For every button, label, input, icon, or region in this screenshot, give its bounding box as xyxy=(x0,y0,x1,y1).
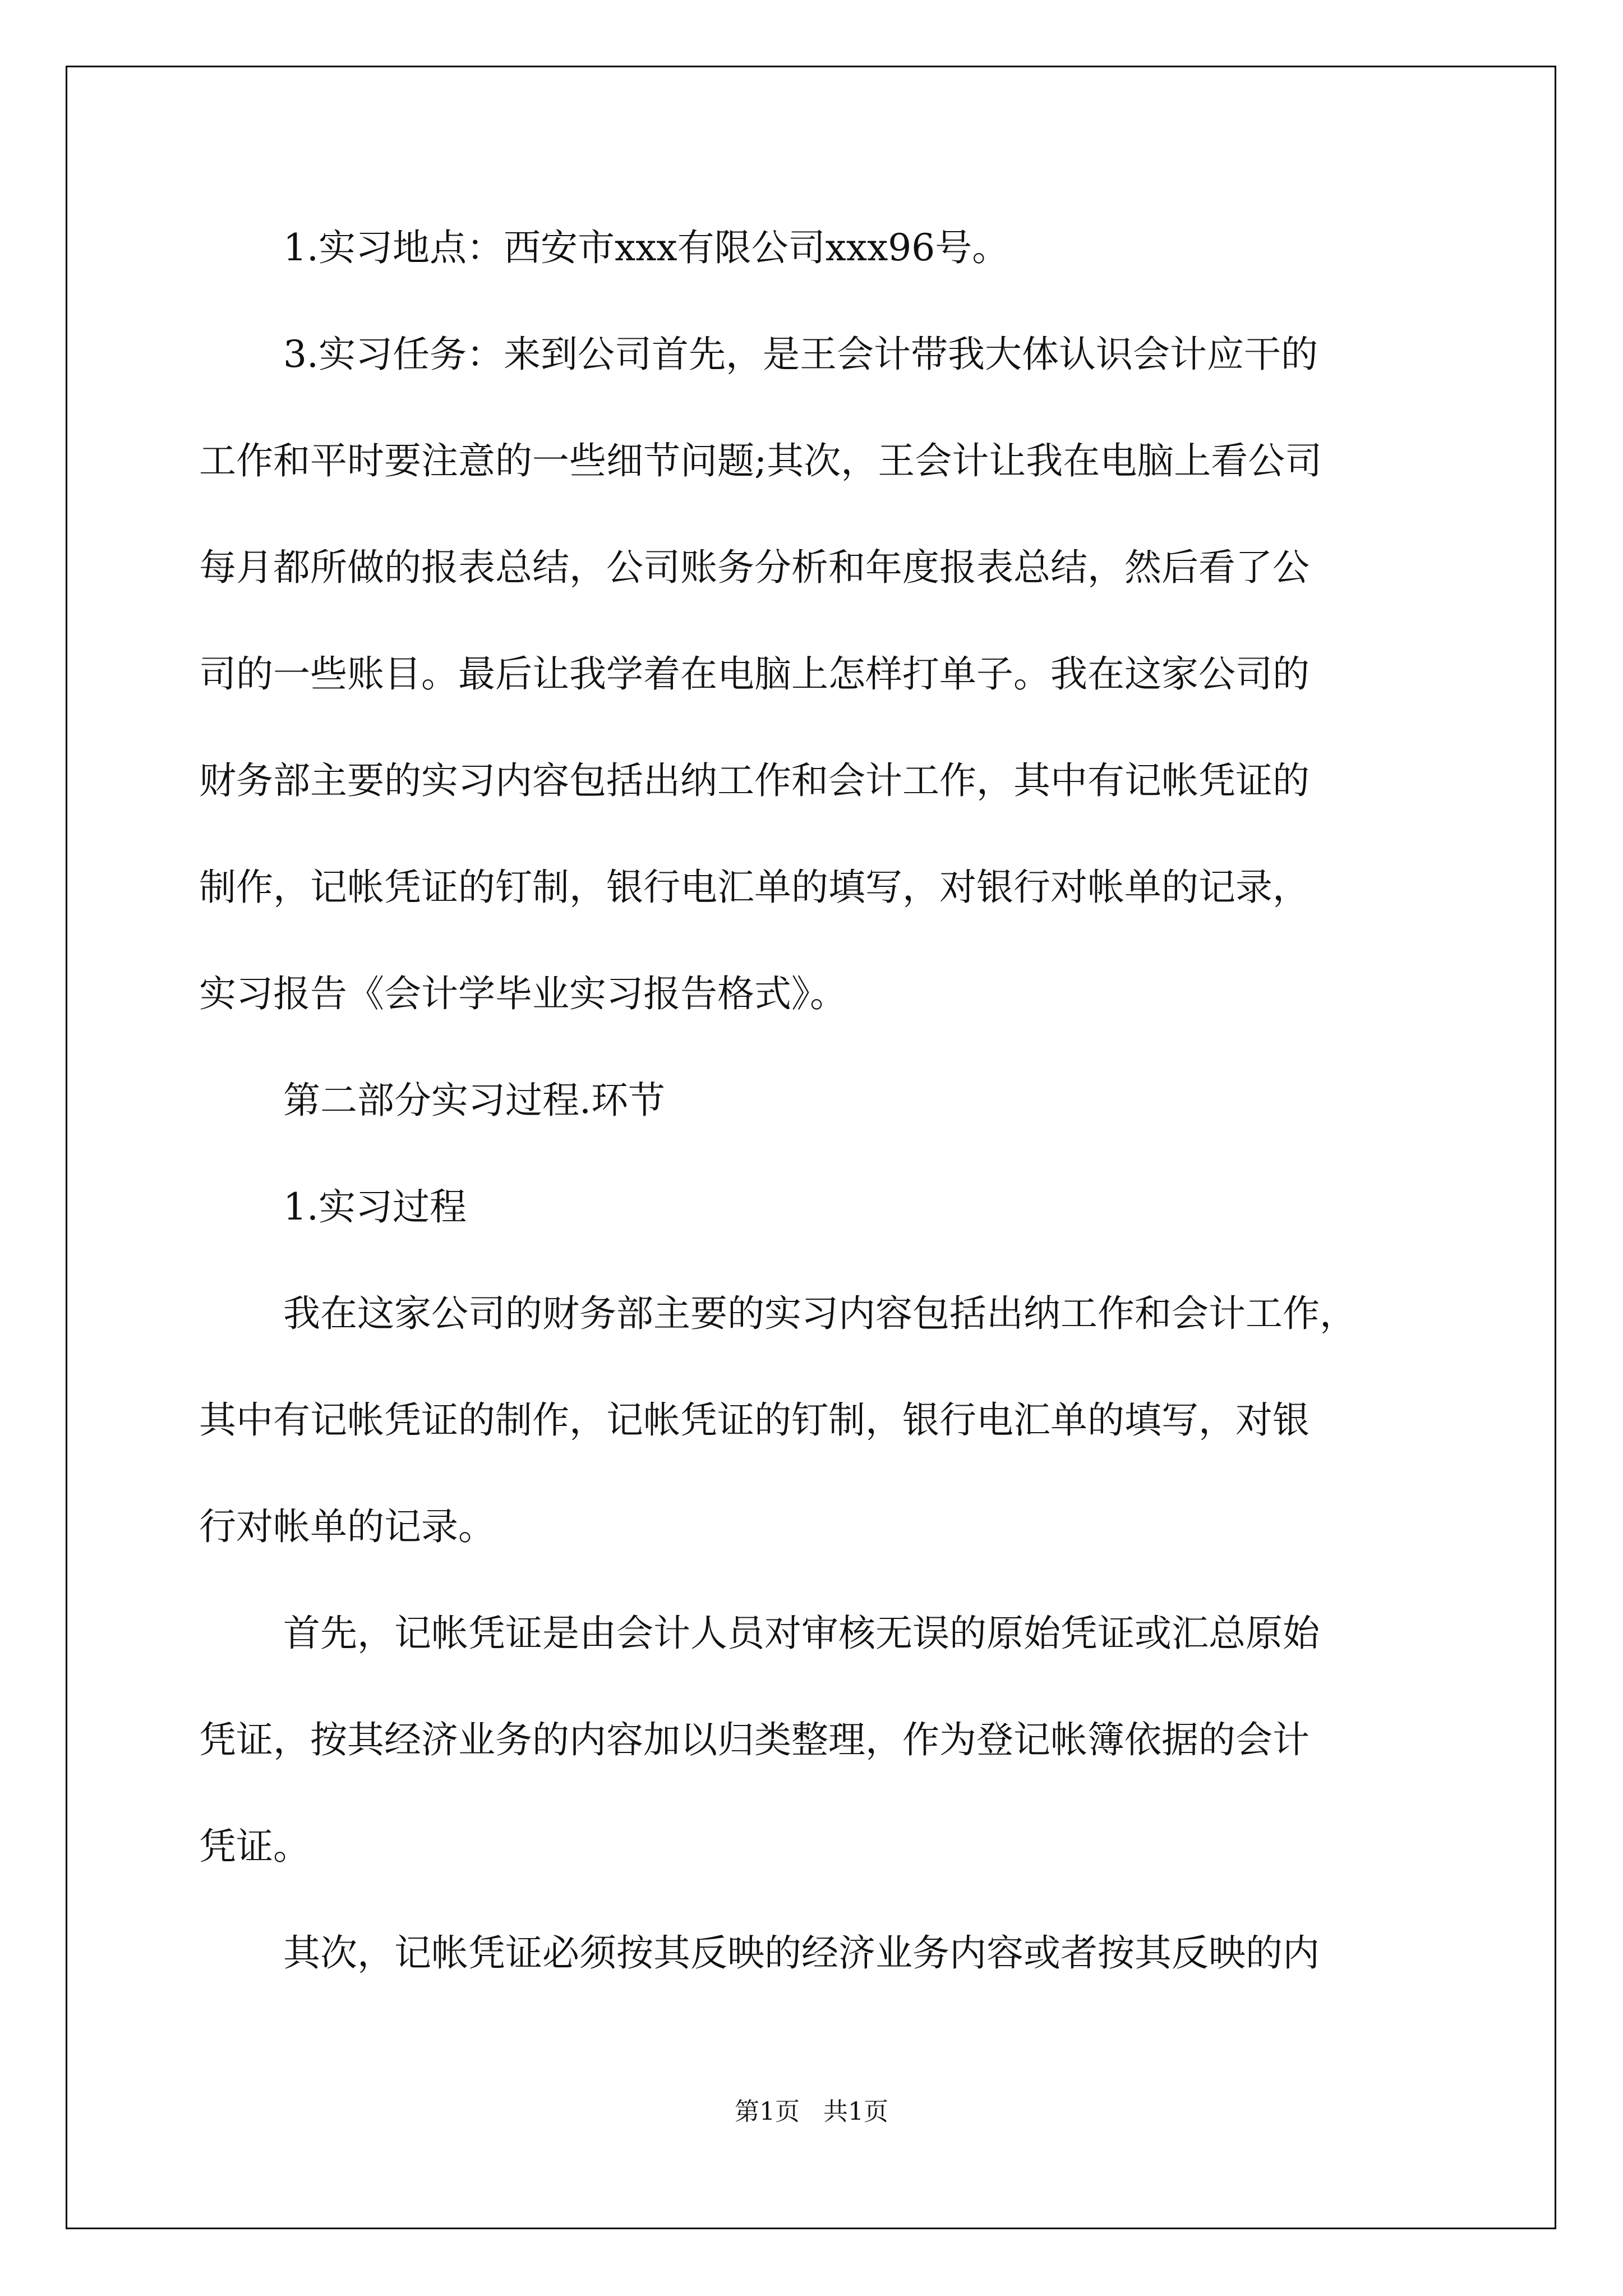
text-line: 每月都所做的报表总结，公司账务分析和年度报表总结，然后看了公 xyxy=(199,546,1310,589)
paragraph-start: 我在这家公司的财务部主要的实习内容包括出纳工作和会计工作， xyxy=(283,1292,1357,1335)
text-line: 财务部主要的实习内容包括出纳工作和会计工作，其中有记帐凭证的 xyxy=(199,759,1310,802)
text-line: 其中有记帐凭证的制作，记帐凭证的钉制，银行电汇单的填写，对银 xyxy=(199,1398,1310,1442)
text-line: 凭证，按其经济业务的内容加以归类整理，作为登记帐簿依据的会计 xyxy=(199,1718,1310,1761)
text-line: 司的一些账目。最后让我学着在电脑上怎样打单子。我在这家公司的 xyxy=(199,652,1310,696)
page-footer: 第1页 共1页 xyxy=(735,2097,888,2126)
text-line: 工作和平时要注意的一些细节问题;其次，王会计让我在电脑上看公司 xyxy=(199,439,1322,482)
paragraph-start: 首先，记帐凭证是由会计人员对审核无误的原始凭证或汇总原始 xyxy=(283,1612,1320,1655)
text-line: 制作，记帐凭证的钉制，银行电汇单的填写，对银行对帐单的记录， xyxy=(199,866,1310,909)
section-heading: 第二部分实习过程.环节 xyxy=(283,1079,665,1122)
paragraph-start: 其次，记帐凭证必须按其反映的经济业务内容或者按其反映的内 xyxy=(283,1931,1320,1975)
line-location: 1.实习地点：西安市xxx有限公司xxx96号。 xyxy=(283,226,1009,269)
text-line: 实习报告《会计学毕业实习报告格式》。 xyxy=(199,972,847,1015)
text-line: 凭证。 xyxy=(199,1825,310,1868)
line-task-start: 3.实习任务：来到公司首先，是王会计带我大体认识会计应干的 xyxy=(283,333,1318,376)
text-line: 行对帐单的记录。 xyxy=(199,1505,495,1548)
page-border xyxy=(66,66,1556,2229)
subsection-heading: 1.实习过程 xyxy=(283,1185,467,1228)
